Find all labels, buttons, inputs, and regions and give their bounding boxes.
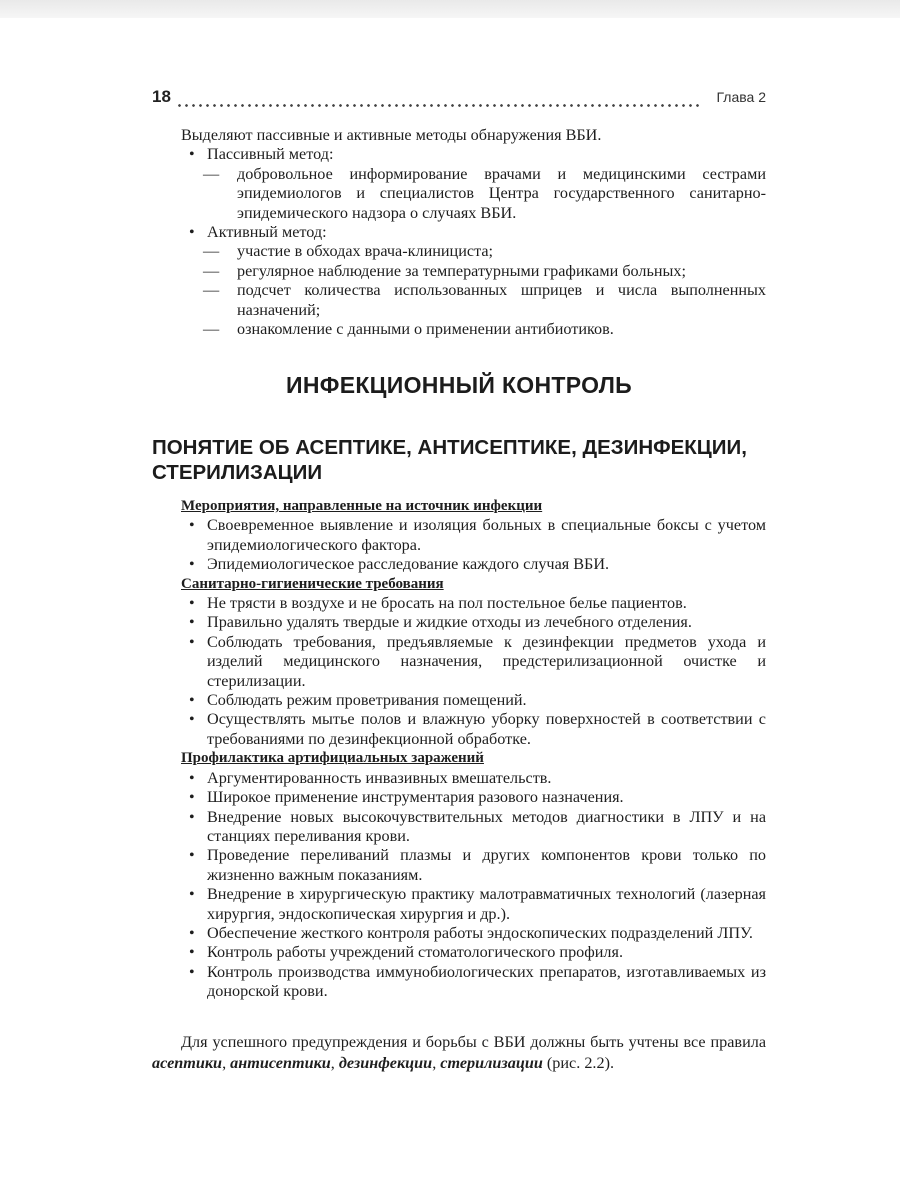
active-item-text: ознакомление с данными о применении антибиотиков.	[237, 320, 614, 339]
list-item: • Контроль работы учреждений стоматологического профиля.	[185, 943, 766, 962]
term-antisepsis: антисептики	[230, 1054, 331, 1072]
dash-mark: —	[203, 242, 220, 261]
intro-lead: Выделяют пассивные и активные методы обнаружения ВБИ.	[181, 126, 602, 144]
separator: ,	[222, 1054, 231, 1072]
active-item	[203, 281, 766, 320]
section-title: ИНФЕКЦИОННЫЙ КОНТРОЛЬ	[286, 372, 632, 398]
active-item-text: участие в обходах врача-клинициста;	[237, 242, 494, 261]
active-item	[203, 320, 766, 339]
list-item: • Правильно удалять твердые и жидкие отходы из лечебного отделения.	[185, 613, 766, 632]
active-item-text: регулярное наблюдение за температурными графиками больных;	[237, 261, 687, 280]
term-asepsis: асептики	[152, 1054, 223, 1072]
list-item: • Внедрение в хирургическую практику малотравматичных технологий (лазерная хирургия, эндоскопическая хирургия и др.).	[185, 885, 766, 924]
active-method-label: • Активный метод:	[185, 223, 766, 242]
list-item: • Внедрение новых высокочувствительных методов диагностики в ЛПУ и на станциях переливания крови.	[185, 808, 766, 847]
group-heading: Профилактика артифициальных заражений	[181, 750, 484, 767]
closing-paragraph	[152, 1032, 766, 1074]
list-item: • Соблюдать требования, предъявляемые к дезинфекции предметов ухода и изделий медицинского назначения, предстерилизационной очистке и стерилизации.	[185, 633, 766, 691]
dash-mark: —	[203, 164, 220, 183]
measures-block	[181, 497, 766, 1002]
separator: ,	[330, 1054, 339, 1072]
list-item: • Не трясти в воздухе и не бросать на пол постельное белье пациентов.	[185, 594, 766, 613]
list-item: • Эпидемиологическое расследование каждого случая ВБИ.	[185, 555, 766, 574]
list-item: • Широкое применение инструментария разового назначения.	[185, 788, 766, 807]
list-item: • Аргументированность инвазивных вмешательств.	[185, 769, 766, 788]
active-item	[203, 242, 766, 261]
dotted-rule	[176, 104, 700, 107]
term-disinfection: дезинфекции	[338, 1054, 433, 1072]
separator: ,	[432, 1054, 441, 1072]
list-item: • Осуществлять мытье полов и влажную уборку поверхностей в соответствии с требованиями по дезинфекционной обработке.	[185, 710, 766, 749]
running-header	[152, 87, 766, 109]
list-item: • Соблюдать режим проветривания помещений.	[185, 691, 766, 710]
chapter-label: Глава 2	[716, 89, 766, 105]
passive-method-label: • Пассивный метод:	[185, 145, 766, 164]
list-item: • Своевременное выявление и изоляция больных в специальные боксы с учетом эпидемиологического фактора.	[185, 516, 766, 555]
passive-item	[203, 165, 766, 223]
active-item	[203, 262, 766, 281]
dash-mark: —	[203, 320, 220, 339]
closing-lead: Для успешного предупреждения и борьбы с ВБИ должны быть учтены все правила	[181, 1033, 766, 1051]
group-heading: Мероприятия, направленные на источник инфекции	[181, 498, 543, 514]
passive-item-text: добровольное информирование врачами и медицинскими сестрами эпидемиологов и специалистов Центра государственного санитарно-эпидемического надзора о случаях ВБИ.	[237, 164, 766, 222]
intro-block	[181, 126, 766, 339]
page-number: 18	[152, 87, 171, 106]
list-item: • Обеспечение жесткого контроля работы эндоскопических подразделений ЛПУ.	[185, 924, 766, 943]
list-item: • Контроль производства иммунобиологических препаратов, изготавливаемых из донорской крови.	[185, 963, 766, 1002]
closing-text	[152, 1032, 766, 1074]
subsection-title: ПОНЯТИЕ ОБ АСЕПТИКЕ, АНТИСЕПТИКЕ, ДЕЗИНФЕКЦИИ, СТЕРИЛИЗАЦИИ	[152, 436, 747, 484]
list-item: • Проведение переливаний плазмы и других компонентов крови только по жизненно важным показаниям.	[185, 846, 766, 885]
dash-mark: —	[203, 261, 220, 280]
group-heading: Санитарно-гигиенические требования	[181, 575, 444, 592]
dash-mark: —	[203, 281, 220, 300]
active-item-text: подсчет количества использованных шприцев и числа выполненных назначений;	[237, 281, 766, 319]
term-sterilization: стерилизации	[440, 1054, 543, 1072]
closing-tail: (рис. 2.2).	[542, 1054, 615, 1072]
